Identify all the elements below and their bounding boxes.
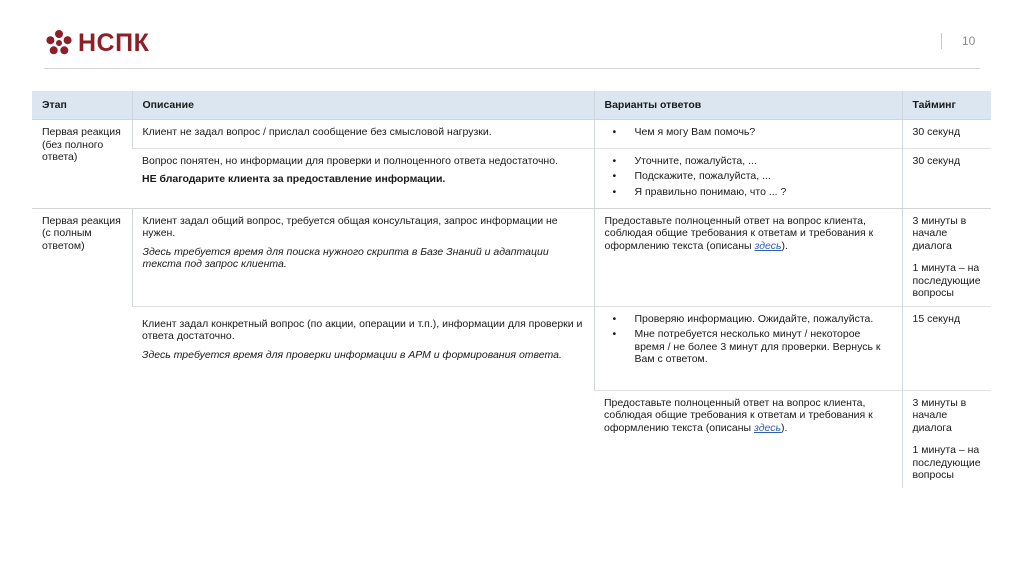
answer-item: • Я правильно понимаю, что ... ? — [627, 186, 892, 199]
table-row — [32, 120, 991, 149]
answer-item: • Проверяю информацию. Ожидайте, пожалуйста. — [627, 313, 892, 326]
answer-main: Предоставьте полноценный ответ на вопрос клиента, соблюдая общие требования к ответам и требования к оформлению текста (описаны — [604, 396, 873, 434]
answer-main: Предоставьте полноценный ответ на вопрос клиента, соблюдая общие требования к ответам и требования к оформлению текста (описаны — [604, 214, 874, 252]
answers-cell — [594, 148, 902, 208]
timing-cell — [902, 306, 991, 390]
timing-cell — [902, 120, 991, 149]
page-number: 10 — [962, 34, 976, 48]
requirements-link[interactable]: здесь — [754, 239, 782, 252]
description-bold-note: НЕ благодарите клиента за предоставление информации. — [142, 173, 446, 185]
answer-item: • Подскажите, пожалуйста, ... — [627, 170, 892, 183]
nspk-logo — [44, 28, 149, 58]
stage-label: Первая реакция (с полным ответом) — [42, 214, 121, 252]
description-text: Клиент задал общий вопрос, требуется общая консультация, запрос информации не нужен. — [142, 214, 558, 239]
requirements-link[interactable]: здесь — [753, 421, 782, 434]
logo-text: НСПК — [78, 29, 150, 57]
table-row — [32, 148, 991, 208]
header-rule — [44, 68, 980, 69]
timing-cell — [902, 148, 991, 208]
answers-cell — [594, 306, 902, 390]
column-header-answers: Варианты ответов — [594, 91, 902, 120]
answer-item: • Чем я могу Вам помочь? — [627, 126, 892, 139]
nspk-logo-mark-icon — [44, 28, 74, 58]
timing-text: 30 секунд — [912, 126, 961, 138]
timing-text: 1 минута – на последующие вопросы — [912, 444, 981, 481]
table-row — [32, 208, 991, 306]
table-header-row — [32, 91, 991, 120]
description-cell — [132, 120, 594, 149]
answers-list — [605, 126, 892, 139]
stage-cell — [32, 120, 132, 209]
stage-cell — [32, 208, 132, 488]
timing-text: 1 минута – на последующие вопросы — [912, 262, 981, 299]
response-timing-table — [32, 91, 991, 488]
description-cell — [132, 306, 594, 488]
description-italic-note: Здесь требуется время для поиска нужного скрипта в Базе Знаний и адаптации текста под запрос клиента. — [142, 245, 549, 270]
stage-label: Первая реакция (без полного ответа) — [42, 126, 121, 163]
description-cell — [132, 148, 594, 208]
answer-text — [605, 215, 892, 253]
answers-cell — [594, 208, 902, 306]
timing-text: 30 секунд — [912, 154, 961, 167]
timing-cell — [902, 208, 991, 306]
answer-item: • Мне потребуется несколько минут / некоторое время / не более 3 минут для проверки. Вернусь к Вам с ответом. — [627, 328, 892, 366]
column-header-timing: Тайминг — [902, 91, 991, 120]
timing-text: 15 секунд — [912, 312, 961, 325]
answers-cell — [594, 120, 902, 149]
answers-cell — [594, 390, 902, 488]
page-number-divider — [941, 33, 942, 49]
timing-text: 3 минуты в начале диалога — [912, 396, 967, 434]
description-italic-note: Здесь требуется время для проверки информации в АРМ и формирования ответа. — [142, 348, 562, 361]
answers-list — [605, 155, 892, 199]
description-text: Клиент задал конкретный вопрос (по акции, операции и т.п.), информации для проверки и ответа достаточно. — [142, 317, 583, 342]
column-header-stage: Этап — [32, 91, 132, 120]
answer-end: ). — [781, 421, 788, 434]
column-header-description: Описание — [132, 91, 594, 120]
answer-end: ). — [781, 239, 788, 252]
table-row — [32, 306, 991, 390]
description-text: Клиент не задал вопрос / прислал сообщение без смысловой нагрузки. — [142, 126, 492, 138]
answers-list — [605, 313, 892, 366]
answer-text — [604, 397, 892, 435]
answer-item: • Уточните, пожалуйста, ... — [627, 155, 892, 168]
description-text: Вопрос понятен, но информации для проверки и полноценного ответа недостаточно. — [142, 154, 558, 167]
description-cell — [132, 208, 594, 306]
timing-text: 3 минуты в начале диалога — [912, 214, 967, 252]
timing-cell — [902, 390, 991, 488]
